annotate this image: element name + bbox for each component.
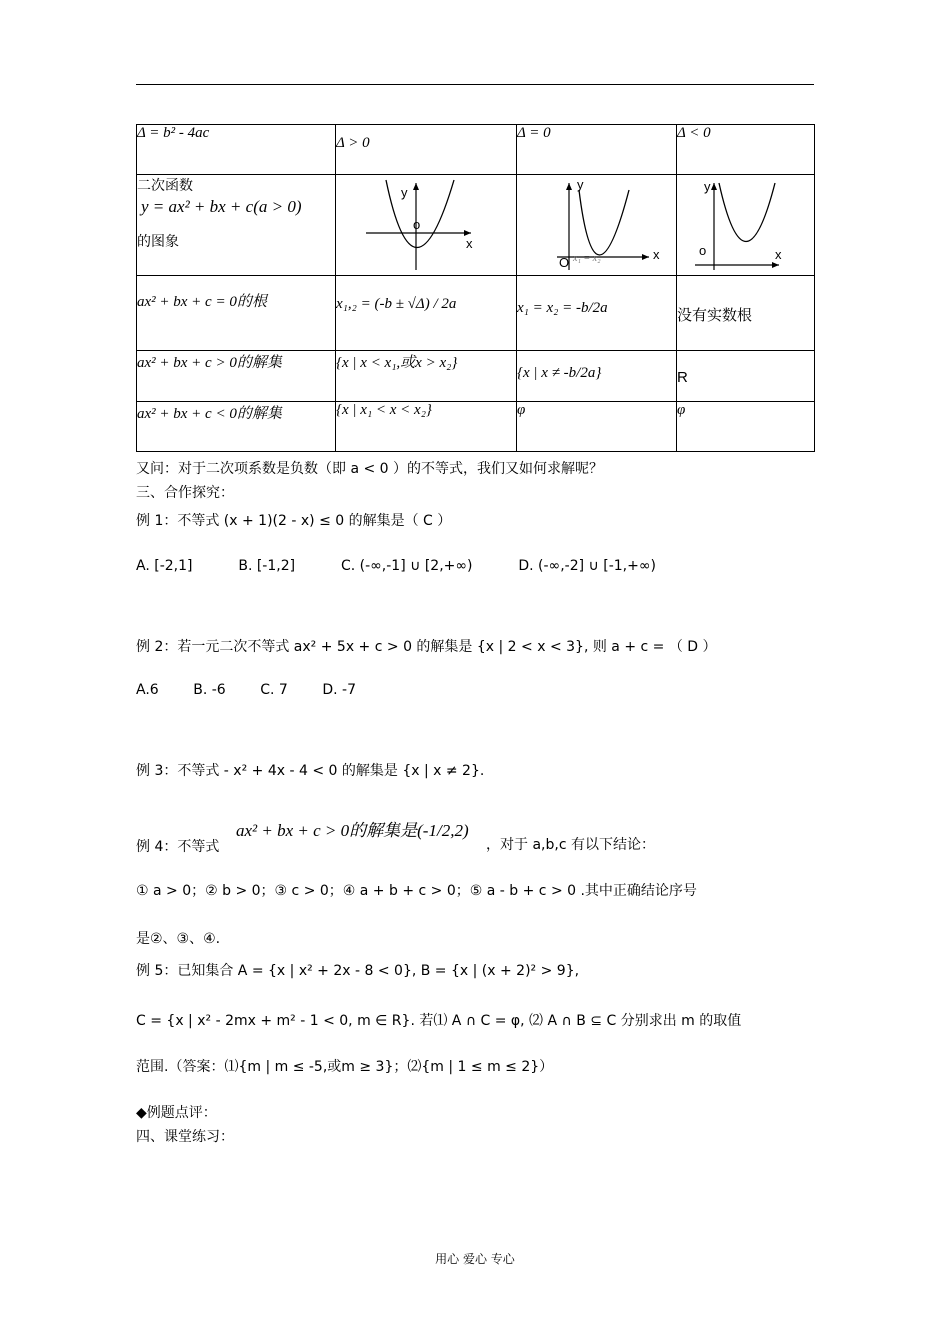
ex2-option-b: B. -6 (193, 682, 226, 698)
header-delta-positive: Δ > 0 (336, 125, 517, 175)
example-4-list: ① a > 0；② b > 0；③ c > 0；④ a + b + c > 0；⑤ a - b + c > 0 .其中正确结论序号 (136, 883, 697, 899)
graph-row-label: 二次函数 y = ax² + bx + c(a > 0) 的图象 (137, 175, 336, 276)
svg-text:y: y (401, 185, 408, 200)
gt-delta-negative: R (677, 351, 815, 402)
svg-text:y: y (704, 179, 711, 194)
example-2: 例 2：若一元二次不等式 ax² + 5x + c > 0 的解集是 {x | 2 < x < 3}, 则 a + c = （ D ） (136, 639, 717, 655)
example-1-options (136, 558, 656, 574)
question-negative-coef: 又问：对于二次项系数是负数（即 a < 0 ）的不等式，我们又如何求解呢？ (136, 461, 604, 477)
lt-delta-zero: φ (517, 402, 677, 452)
section-4-heading: 四、课堂练习： (136, 1129, 234, 1145)
ex2-option-a: A.6 (136, 682, 159, 698)
example-1: 例 1：不等式 (x + 1)(2 - x) ≤ 0 的解集是（ C ） (136, 513, 452, 529)
ex2-option-c: C. 7 (260, 682, 288, 698)
graph-delta-positive (336, 175, 517, 276)
svg-text:x: x (775, 247, 782, 262)
example-4-inequality: ax² + bx + c > 0的解集是(-1/2,2) (236, 821, 469, 840)
example-5-sets: 例 5：已知集合 A = {x | x² + 2x - 8 < 0}, B = {x | (x + 2)² > 9}, (136, 963, 580, 979)
section-3-heading: 三、合作探究： (136, 485, 234, 501)
gt-delta-positive: {x | x < x₁,或x > x₂} (336, 351, 517, 402)
graph-delta-zero (517, 175, 677, 276)
svg-text:O: O (559, 255, 570, 270)
header-rule (136, 84, 814, 85)
page-footer: 用心 爱心 专心 (435, 1252, 515, 1266)
roots-delta-positive: x₁,₂ = (-b ± √Δ) / 2a (336, 276, 517, 351)
roots-delta-zero: x₁ = x₂ = -b/2a (517, 276, 677, 351)
ex1-option-b: B. [-1,2] (238, 558, 296, 574)
svg-text:x: x (466, 236, 473, 251)
example-2-options (136, 682, 356, 698)
example-4-conditions: ，对于 a,b,c 有以下结论： (486, 837, 655, 853)
example-5-answer: 范围.（答案：⑴{m | m ≤ -5,或m ≥ 3}；⑵{m | 1 ≤ m ≤ 2}） (136, 1059, 554, 1075)
graph-delta-negative (677, 175, 815, 276)
gt-delta-zero: {x | x ≠ -b/2a} (517, 351, 677, 402)
svg-text:x: x (653, 247, 660, 262)
lt-delta-positive: {x | x₁ < x < x₂} (336, 402, 517, 452)
example-3: 例 3：不等式 - x² + 4x - 4 < 0 的解集是 {x | x ≠ 2}. (136, 763, 485, 779)
svg-text:o: o (699, 243, 707, 258)
svg-text:y: y (577, 177, 584, 192)
ex1-option-c: C. (-∞,-1] ∪ [2,+∞) (340, 558, 473, 574)
header-delta-negative: Δ < 0 (677, 125, 815, 175)
example-4-label: 例 4：不等式 (136, 839, 220, 855)
header-delta-zero: Δ = 0 (517, 125, 677, 175)
lt-label: ax² + bx + c < 0的解集 (137, 402, 336, 452)
example-4-answer: 是②、③、④. (136, 931, 221, 947)
example-5-question: C = {x | x² - 2mx + m² - 1 < 0, m ∈ R}. 若⑴ A ∩ C = φ, ⑵ A ∩ B ⊆ C 分别求出 m 的取值 (136, 1013, 742, 1029)
svg-text:o: o (413, 217, 421, 232)
roots-delta-negative: 没有实数根 (677, 276, 815, 351)
ex2-option-d: D. -7 (322, 682, 356, 698)
quadratic-table (136, 124, 815, 452)
header-discriminant: Δ = b² - 4ac (137, 125, 336, 175)
lt-delta-negative: φ (677, 402, 815, 452)
ex1-option-a: A. [-2,1] (136, 558, 193, 574)
review-heading: ◆例题点评： (136, 1105, 217, 1121)
ex1-option-d: D. (-∞,-2] ∪ [-1,+∞) (518, 558, 656, 574)
roots-label: ax² + bx + c = 0的根 (137, 276, 336, 351)
svg-text:x₁ = x₂: x₁ = x₂ (573, 253, 601, 264)
gt-label: ax² + bx + c > 0的解集 (137, 351, 336, 402)
